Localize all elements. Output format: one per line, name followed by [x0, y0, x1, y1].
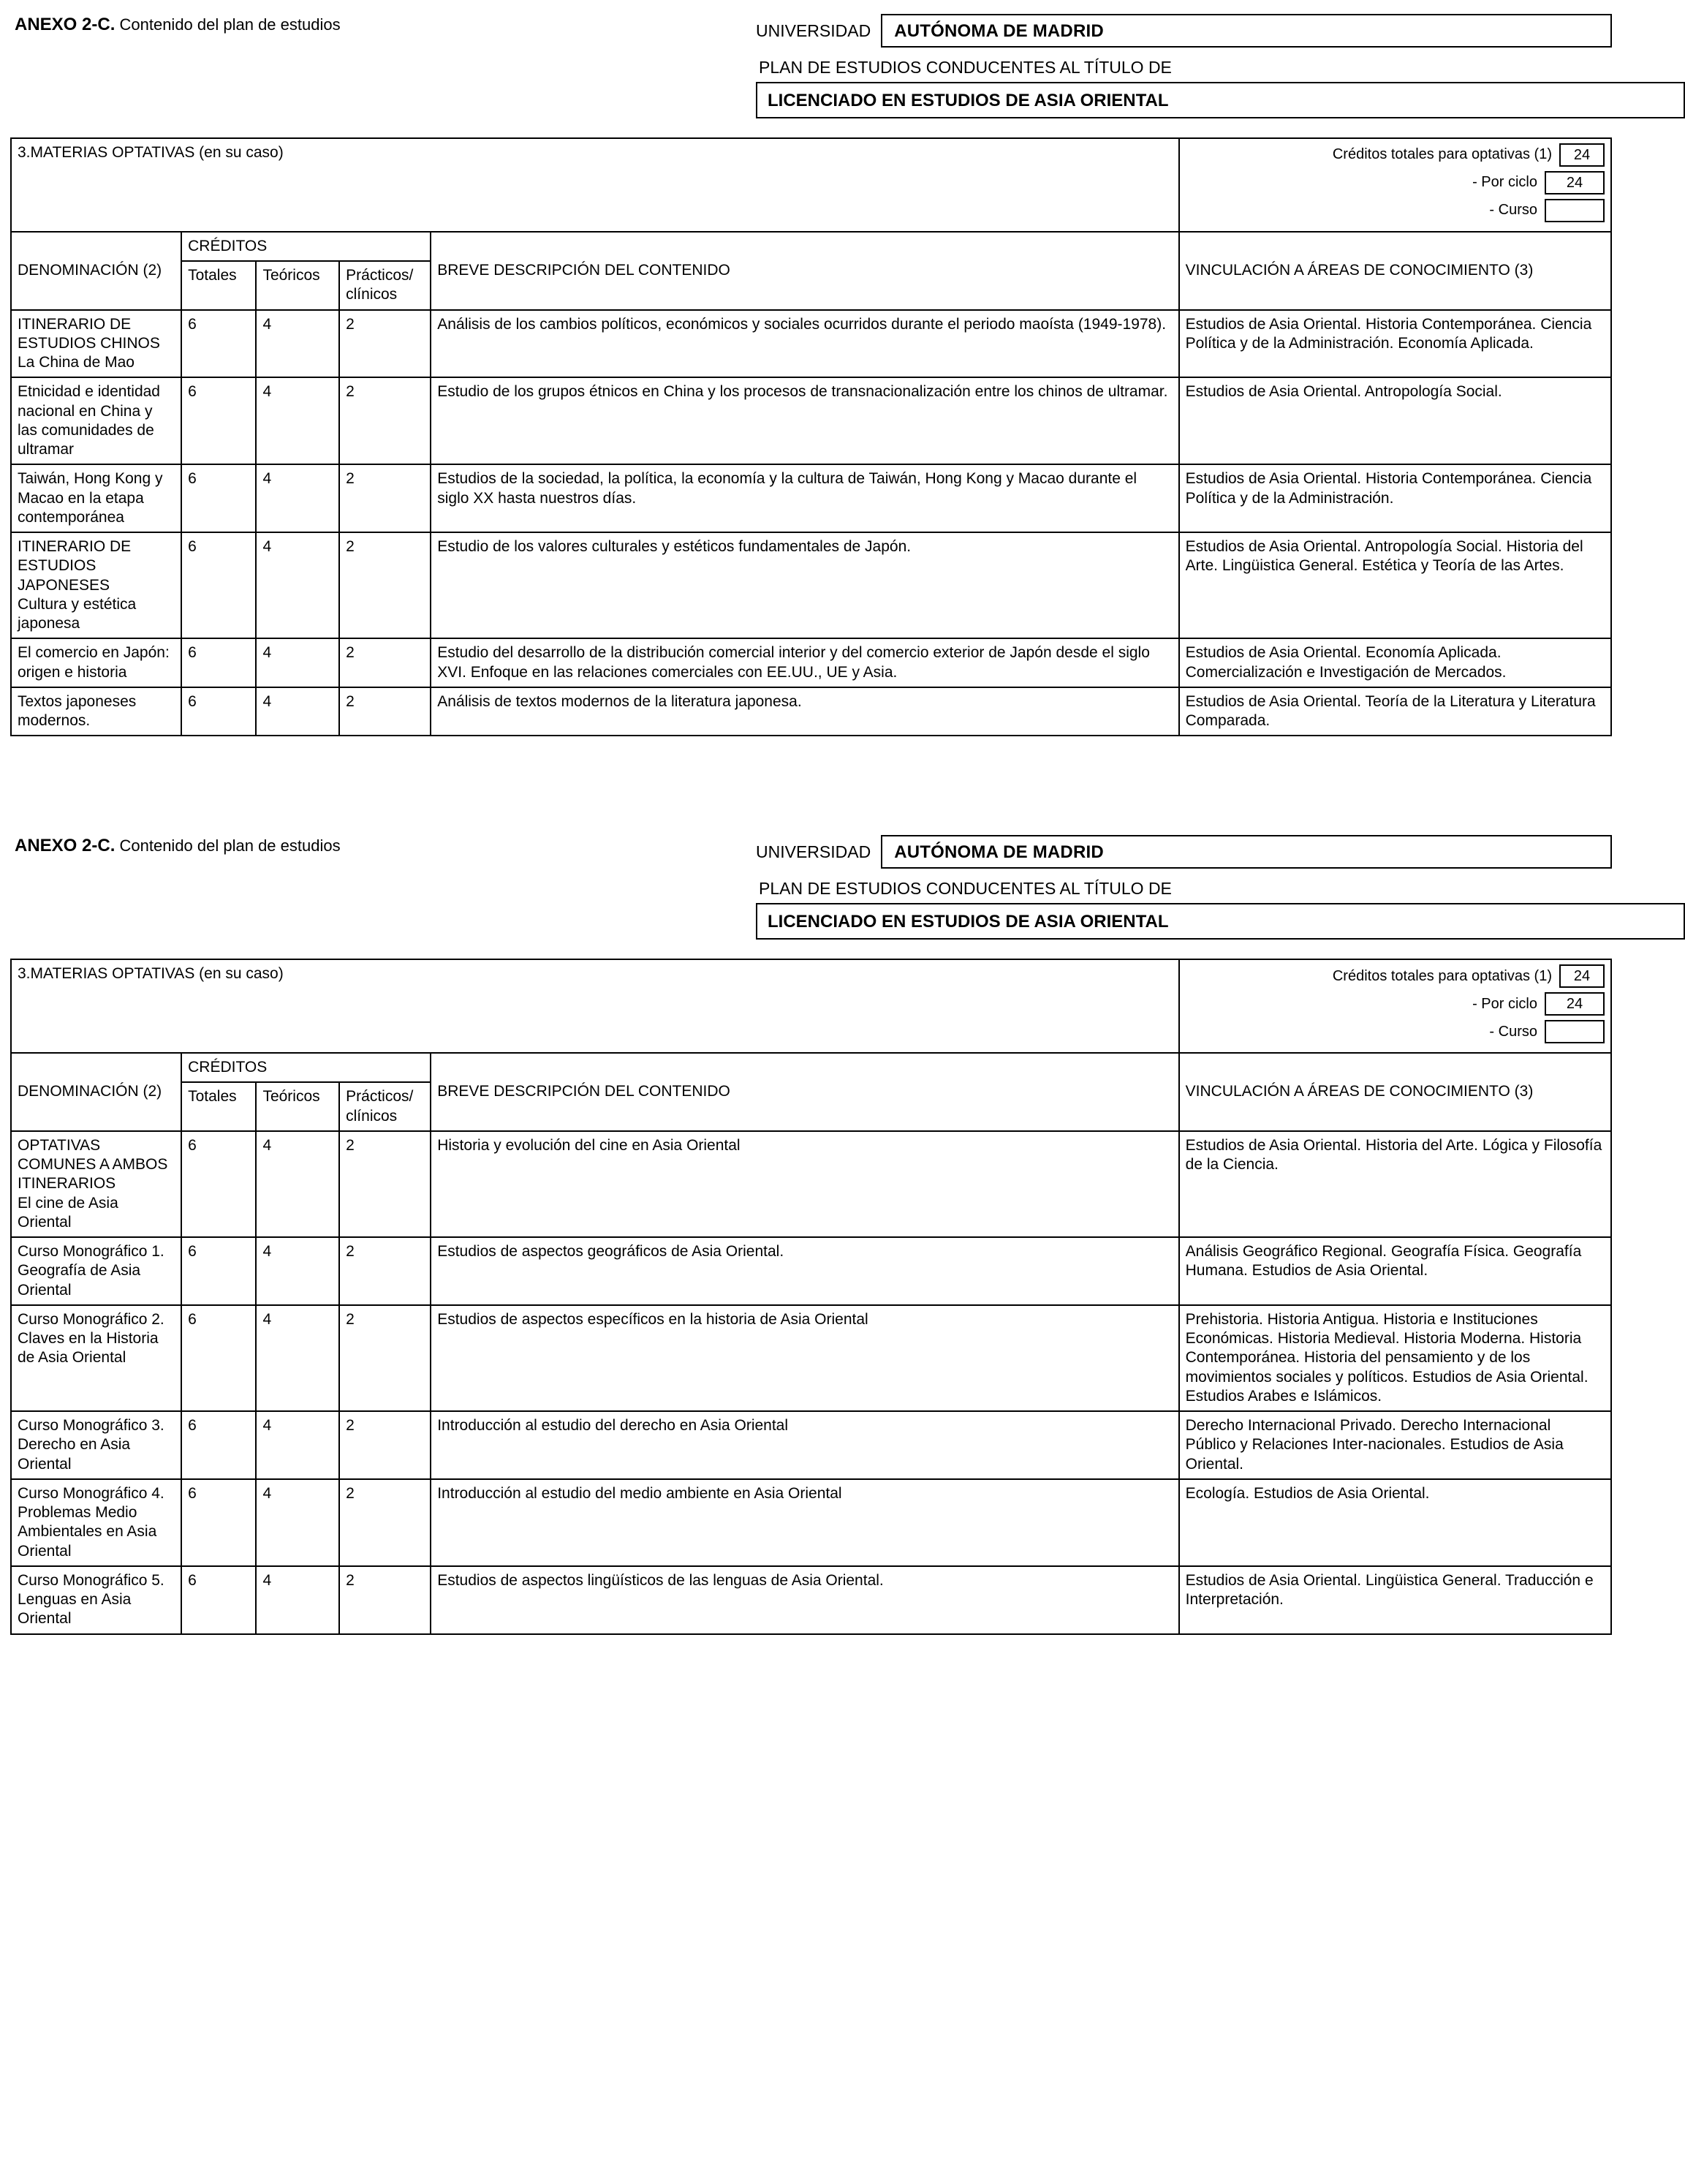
table-row: [11, 377, 1611, 464]
subject-totales: 6: [181, 310, 256, 378]
subject-name: ITINERARIO DE ESTUDIOS CHINOS La China de Mao: [11, 310, 181, 378]
credits-cycle-value[interactable]: 24: [1545, 171, 1605, 194]
subject-teoricos: 4: [256, 1479, 339, 1566]
credits-cycle-label: - Por ciclo: [1472, 174, 1537, 191]
subject-vinculacion: Análisis Geográfico Regional. Geografía Física. Geografía Humana. Estudios de Asia Oriental.: [1179, 1237, 1611, 1305]
degree-title-value: LICENCIADO EN ESTUDIOS DE ASIA ORIENTAL: [756, 903, 1685, 940]
subject-vinculacion: Estudios de Asia Oriental. Teoría de la Literatura y Literatura Comparada.: [1179, 687, 1611, 736]
header-totales: Totales: [181, 1082, 256, 1131]
subject-description: Introducción al estudio del derecho en Asia Oriental: [431, 1411, 1178, 1479]
header-teoricos: Teóricos: [256, 261, 339, 310]
subject-name: Curso Monográfico 5. Lenguas en Asia Oriental: [11, 1566, 181, 1634]
subject-description: Estudios de aspectos geográficos de Asia Oriental.: [431, 1237, 1178, 1305]
subject-teoricos: 4: [256, 1237, 339, 1305]
subject-totales: 6: [181, 1411, 256, 1479]
subject-vinculacion: Estudios de Asia Oriental. Economía Aplicada. Comercialización e Investigación de Mercados.: [1179, 638, 1611, 687]
header-vinculacion: VINCULACIÓN A ÁREAS DE CONOCIMIENTO (3): [1179, 1053, 1611, 1131]
table-row: [11, 1479, 1611, 1566]
subject-description: Estudio del desarrollo de la distribución comercial interior y del comercio exterior de Japón desde el siglo XVI. Enfoque en las relaciones comerciales con EE.UU., UE y Asia.: [431, 638, 1178, 687]
header-descripcion: BREVE DESCRIPCIÓN DEL CONTENIDO: [431, 232, 1178, 310]
subject-name: Textos japoneses modernos.: [11, 687, 181, 736]
subject-totales: 6: [181, 638, 256, 687]
table-row: [11, 1237, 1611, 1305]
university-value: AUTÓNOMA DE MADRID: [881, 835, 1612, 869]
subject-description: Historia y evolución del cine en Asia Oriental: [431, 1131, 1178, 1237]
subject-name: Curso Monográfico 3. Derecho en Asia Oriental: [11, 1411, 181, 1479]
header-creditos: CRÉDITOS: [181, 1053, 431, 1082]
header-denominacion: DENOMINACIÓN (2): [11, 1053, 181, 1131]
plan-line: PLAN DE ESTUDIOS CONDUCENTES AL TÍTULO DE: [759, 57, 1172, 77]
credits-total-value[interactable]: 24: [1559, 964, 1605, 988]
subject-description: Estudio de los valores culturales y estéticos fundamentales de Japón.: [431, 532, 1178, 638]
subject-practicos: 2: [339, 1411, 431, 1479]
subject-practicos: 2: [339, 1305, 431, 1411]
credits-cycle-value[interactable]: 24: [1545, 992, 1605, 1016]
subject-practicos: 2: [339, 1566, 431, 1634]
table-row: [11, 532, 1611, 638]
subject-description: Introducción al estudio del medio ambiente en Asia Oriental: [431, 1479, 1178, 1566]
subject-teoricos: 4: [256, 377, 339, 464]
anexo-subtitle: Contenido del plan de estudios: [119, 836, 341, 855]
subject-totales: 6: [181, 377, 256, 464]
subject-teoricos: 4: [256, 1131, 339, 1237]
credits-course-label: - Curso: [1489, 202, 1537, 219]
header-practicos: Prácticos/ clínicos: [339, 1082, 431, 1131]
subject-description: Estudios de la sociedad, la política, la economía y la cultura de Taiwán, Hong Kong y Macao durante el siglo XX hasta nuestros días.: [431, 464, 1178, 532]
subject-totales: 6: [181, 464, 256, 532]
subject-teoricos: 4: [256, 687, 339, 736]
credits-course-value[interactable]: [1545, 199, 1605, 222]
credits-course-value[interactable]: [1545, 1020, 1605, 1043]
subject-vinculacion: Estudios de Asia Oriental. Historia del Arte. Lógica y Filosofía de la Ciencia.: [1179, 1131, 1611, 1237]
subject-practicos: 2: [339, 464, 431, 532]
subject-totales: 6: [181, 1131, 256, 1237]
subject-totales: 6: [181, 532, 256, 638]
table-row: [11, 638, 1611, 687]
subject-name: Curso Monográfico 2. Claves en la Historia de Asia Oriental: [11, 1305, 181, 1411]
anexo-subtitle: Contenido del plan de estudios: [119, 15, 341, 34]
subject-totales: 6: [181, 1237, 256, 1305]
optativas-table-2: [10, 959, 1612, 1635]
subject-name: Taiwán, Hong Kong y Macao en la etapa contemporánea: [11, 464, 181, 532]
anexo-code: ANEXO 2-C.: [15, 15, 116, 34]
subject-teoricos: 4: [256, 1566, 339, 1634]
section-title: 3.MATERIAS OPTATIVAS (en su caso): [11, 138, 1179, 232]
subject-practicos: 2: [339, 532, 431, 638]
credits-total-label: Créditos totales para optativas (1): [1332, 967, 1552, 984]
subject-name: ITINERARIO DE ESTUDIOS JAPONESES Cultura y estética japonesa: [11, 532, 181, 638]
table-row: [11, 1566, 1611, 1634]
subject-practicos: 2: [339, 1479, 431, 1566]
subject-description: Análisis de los cambios políticos, económicos y sociales ocurridos durante el periodo maoísta (1949-1978).: [431, 310, 1178, 378]
table-header-row-top: [11, 1053, 1611, 1082]
plan-line: PLAN DE ESTUDIOS CONDUCENTES AL TÍTULO DE: [759, 879, 1172, 899]
university-block-1: [756, 14, 1612, 118]
subject-vinculacion: Prehistoria. Historia Antigua. Historia e Instituciones Económicas. Historia Medieval. Historia Moderna. Historia Contemporánea. Historia del pensamiento y de los movimientos sociales y políticos. Estudios de Asia Oriental. Estudios Arabes e Islámicos.: [1179, 1305, 1611, 1411]
table-row: [11, 1305, 1611, 1411]
header-teoricos: Teóricos: [256, 1082, 339, 1131]
university-value: AUTÓNOMA DE MADRID: [881, 14, 1612, 48]
subject-vinculacion: Derecho Internacional Privado. Derecho Internacional Público y Relaciones Inter-nacionales. Estudios de Asia Oriental.: [1179, 1411, 1611, 1479]
subject-description: Estudios de aspectos específicos en la historia de Asia Oriental: [431, 1305, 1178, 1411]
header-totales: Totales: [181, 261, 256, 310]
header-practicos: Prácticos/ clínicos: [339, 261, 431, 310]
table-row: [11, 464, 1611, 532]
subject-practicos: 2: [339, 1131, 431, 1237]
credits-cycle-label: - Por ciclo: [1472, 995, 1537, 1012]
subject-practicos: 2: [339, 1237, 431, 1305]
subject-teoricos: 4: [256, 464, 339, 532]
credits-total-value[interactable]: 24: [1559, 143, 1605, 167]
subject-vinculacion: Ecología. Estudios de Asia Oriental.: [1179, 1479, 1611, 1566]
subject-description: Estudio de los grupos étnicos en China y los procesos de transnacionalización entre los chinos de ultramar.: [431, 377, 1178, 464]
page-separator: [10, 744, 1612, 831]
credits-total-label: Créditos totales para optativas (1): [1332, 146, 1552, 163]
subject-teoricos: 4: [256, 1411, 339, 1479]
table-row: [11, 1411, 1611, 1479]
degree-title-value: LICENCIADO EN ESTUDIOS DE ASIA ORIENTAL: [756, 82, 1685, 118]
table-row: [11, 1131, 1611, 1237]
subject-teoricos: 4: [256, 532, 339, 638]
credits-summary: [1179, 138, 1611, 232]
optativas-table-1: [10, 137, 1612, 737]
header-creditos: CRÉDITOS: [181, 232, 431, 261]
subject-totales: 6: [181, 687, 256, 736]
subject-vinculacion: Estudios de Asia Oriental. Antropología Social.: [1179, 377, 1611, 464]
subject-practicos: 2: [339, 377, 431, 464]
university-block-2: [756, 835, 1612, 940]
university-label: UNIVERSIDAD: [756, 842, 871, 862]
subject-vinculacion: Estudios de Asia Oriental. Historia Contemporánea. Ciencia Política y de la Administración. Economía Aplicada.: [1179, 310, 1611, 378]
plan-block-2: [10, 836, 1612, 1634]
subject-vinculacion: Estudios de Asia Oriental. Lingüistica General. Traducción e Interpretación.: [1179, 1566, 1611, 1634]
subject-teoricos: 4: [256, 638, 339, 687]
plan-block-1: [10, 15, 1612, 736]
subject-description: Análisis de textos modernos de la literatura japonesa.: [431, 687, 1178, 736]
subject-totales: 6: [181, 1479, 256, 1566]
table-row: [11, 687, 1611, 736]
credits-summary: [1179, 959, 1611, 1053]
subject-practicos: 2: [339, 638, 431, 687]
subject-practicos: 2: [339, 687, 431, 736]
table-title-row: [11, 959, 1611, 1053]
subject-practicos: 2: [339, 310, 431, 378]
header-denominacion: DENOMINACIÓN (2): [11, 232, 181, 310]
section-title: 3.MATERIAS OPTATIVAS (en su caso): [11, 959, 1179, 1053]
subject-totales: 6: [181, 1566, 256, 1634]
header-vinculacion: VINCULACIÓN A ÁREAS DE CONOCIMIENTO (3): [1179, 232, 1611, 310]
subject-name: Curso Monográfico 1. Geografía de Asia Oriental: [11, 1237, 181, 1305]
subject-totales: 6: [181, 1305, 256, 1411]
subject-vinculacion: Estudios de Asia Oriental. Antropología Social. Historia del Arte. Lingüistica General. Estética y Teoría de las Artes.: [1179, 532, 1611, 638]
credits-course-label: - Curso: [1489, 1023, 1537, 1040]
subject-teoricos: 4: [256, 1305, 339, 1411]
anexo-code: ANEXO 2-C.: [15, 836, 116, 856]
table-row: [11, 310, 1611, 378]
subject-teoricos: 4: [256, 310, 339, 378]
table-header-row-top: [11, 232, 1611, 261]
university-label: UNIVERSIDAD: [756, 20, 871, 40]
subject-name: El comercio en Japón: origen e historia: [11, 638, 181, 687]
table-title-row: [11, 138, 1611, 232]
subject-name: Etnicidad e identidad nacional en China y las comunidades de ultramar: [11, 377, 181, 464]
subject-description: Estudios de aspectos lingüísticos de las lenguas de Asia Oriental.: [431, 1566, 1178, 1634]
subject-name: Curso Monográfico 4. Problemas Medio Ambientales en Asia Oriental: [11, 1479, 181, 1566]
header-descripcion: BREVE DESCRIPCIÓN DEL CONTENIDO: [431, 1053, 1178, 1131]
subject-name: OPTATIVAS COMUNES A AMBOS ITINERARIOS El cine de Asia Oriental: [11, 1131, 181, 1237]
subject-vinculacion: Estudios de Asia Oriental. Historia Contemporánea. Ciencia Política y de la Administración.: [1179, 464, 1611, 532]
